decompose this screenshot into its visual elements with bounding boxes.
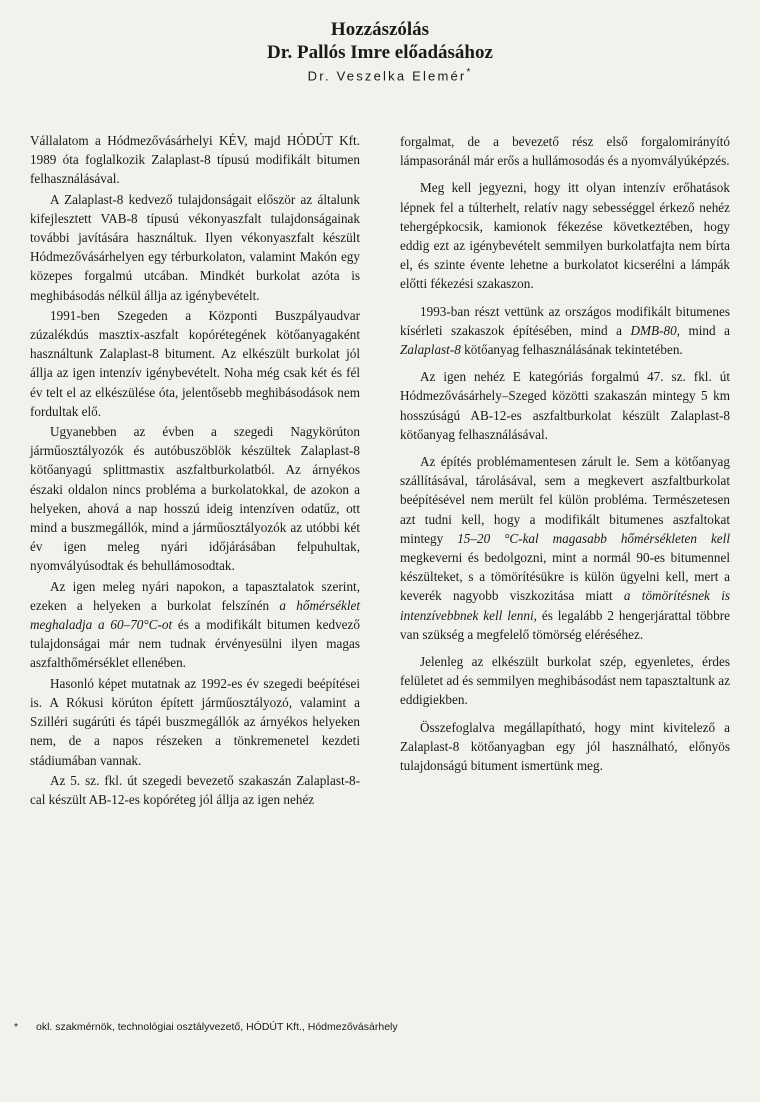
- text-run: és a modifikált bitumen kedvező tulajdonságai már nem tudnak érvényesülni ilyen magas aszfalthőmérséklet ellenében.: [30, 617, 360, 671]
- emphasis-text: Zalaplast-8: [400, 342, 461, 358]
- text-run: megkeverni és bedolgozni, mint a normál 90-es bitumennel készülteket, s a tömörítésükre is külön ügyelni kell, mert a keverék nagyobb viszkozitása miatt: [400, 550, 730, 604]
- article-header: [0, 18, 760, 83]
- author-line: [0, 67, 760, 83]
- article-title-line2: Dr. Pallós Imre előadásához: [267, 42, 493, 63]
- right-column: [400, 132, 730, 776]
- paragraph: Vállalatom a Hódmezővásárhelyi KÉV, majd HÓDÚT Kft. 1989 óta foglalkozik Zalaplast-8 típusú modifikált bitumen felhasználásával.: [30, 133, 360, 187]
- author-name: Dr. Veszelka Elemér: [307, 68, 467, 84]
- footnote: [14, 1020, 398, 1034]
- paragraph: Meg kell jegyezni, hogy itt olyan intenzív erőhatások lépnek fel a túlterhelt, relatív nagy sebességgel érkező nehéz tehergépkocsik, kamionok fékezése következtében, hogy eddig ezt az igénybevételt semmilyen burkolatfajta nem bírta el, és szinte évente lehetne a burkolatot kicserélni a lámpák előtti fékezési szakaszon.: [400, 180, 730, 292]
- paragraph: Jelenleg az elkészült burkolat szép, egyenletes, érdes felületet ad és semmilyen meghibásodást nem tapasztaltunk az eddigiekben.: [400, 654, 730, 708]
- paragraph: [400, 452, 730, 644]
- paragraph: Az 5. sz. fkl. út szegedi bevezető szakaszán Zalaplast-8-cal készült AB-12-es kopóréteg jól állja az igen nehéz: [30, 772, 360, 807]
- paragraph: [30, 577, 360, 673]
- footnote-mark: *: [14, 1021, 19, 1033]
- paragraph: [400, 302, 730, 360]
- author-footnote-mark: *: [466, 67, 471, 78]
- emphasis-text: a tömörítésnek is intenzívebbnek kell lenni,: [400, 588, 730, 623]
- paragraph: Hasonló képet mutatnak az 1992-es év szegedi beépítései is. A Rókusi körúton épített járműosztályozó, valamint a Szilléri sugárúti és tápéi buszmegállók az árnyékos helyeken nem, de a napos részeken a tönkremenetel kezdeti stádiumában vannak.: [30, 675, 360, 768]
- text-run: és legalább 2 hengerjárattal többre van szükség a megfelelő tömörség eléréséhez.: [400, 607, 730, 642]
- paragraph: Ugyanebben az évben a szegedi Nagykörúton járműosztályozók és autóbuszöblök készültek Zalaplast-8 kötőanyagú splittmastix aszfaltburkolatból. Az árnyékos északi oldalon nincs probléma a burkolatokkal, de azokon a helyeken, ahová a nap hosszú ideig intenzíven odatűz, ott mind a buszmegállók, mind a járműosztályozók az utóbbi két év igen meleg nyári időjárásában felpuhultak, nyomvályúsodtak és behullámosodtak.: [30, 424, 360, 574]
- emphasis-text: DMB-80,: [630, 322, 680, 338]
- text-run: Az igen meleg nyári napokon, a tapasztalatok szerint, ezeken a helyeken a burkolat felszínén: [30, 578, 360, 613]
- paragraph: 1991-ben Szegeden a Központi Buszpályaudvar zúzalékdús masztix-aszfalt kopórétegének kötőanyagaként használtunk Zalaplast-8 bitument. Az elkészült burkolat jól állja az igen intenzív igénybevételt. Noha még csak két és fél év telt el az elkészülése óta, jelentősebb meghibásodások nem fordultak elő.: [30, 307, 360, 419]
- paragraph: forgalmat, de a bevezető rész első forgalomirányító lámpasoránál már erős a hullámosodás és a nyomvályúképzés.: [400, 134, 730, 169]
- emphasis-text: 15–20 °C-kal magasabb hőmérsékleten kell: [457, 530, 730, 546]
- emphasis-text: a hőmérséklet meghaladja a 60–70°C-ot: [30, 597, 361, 633]
- paragraph: Az igen nehéz E kategóriás forgalmú 47. sz. fkl. út Hódmezővásárhely–Szeged közötti szakaszán mintegy 5 km hosszúságú AB-12-es aszfaltburkolat készült Zalaplast-8 kötőanyag felhasználásával.: [400, 369, 730, 442]
- text-run: 1993-ban részt vettünk az országos modifikált bitumenes kísérleti szakaszok építésében, mind a: [400, 303, 730, 338]
- text-run: Az építés problémamentesen zárult le. Sem a kötőanyag szállításával, tárolásával, sem a megkevert aszfaltburkolat beépítésével nem merült fel külön probléma. Természetesen azt tudni kell, hogy a modifikált bitumenes aszfaltokat mintegy: [400, 454, 730, 546]
- footnote-text: okl. szakmérnök, technológiai osztályvezető, HÓDÚT Kft., Hódmezővásárhely: [36, 1021, 398, 1033]
- left-column: [30, 131, 360, 810]
- paragraph: A Zalaplast-8 kedvező tulajdonságait először az általunk kifejlesztett VAB-8 típusú vékonyaszfalt tulajdonságainak további javítására használtuk. Ilyen vékonyaszfalt készült Hódmezővásárhelyen egy térburkolaton, valamint Makón egy közepes forgalmú utcában. Mindkét burkolat azóta is meghibásodás nélkül állja az igénybevételt.: [30, 191, 360, 303]
- paragraph: Összefoglalva megállapítható, hogy mint kivitelező a Zalaplast-8 kötőanyagban egy jól használható, előnyös tulajdonságú bitument ismertünk meg.: [400, 719, 730, 774]
- text-run: kötőanyag felhasználásának tekintetében.: [460, 342, 683, 358]
- article-title-line1: Hozzászólás: [330, 19, 430, 40]
- text-run: mind a: [679, 322, 730, 338]
